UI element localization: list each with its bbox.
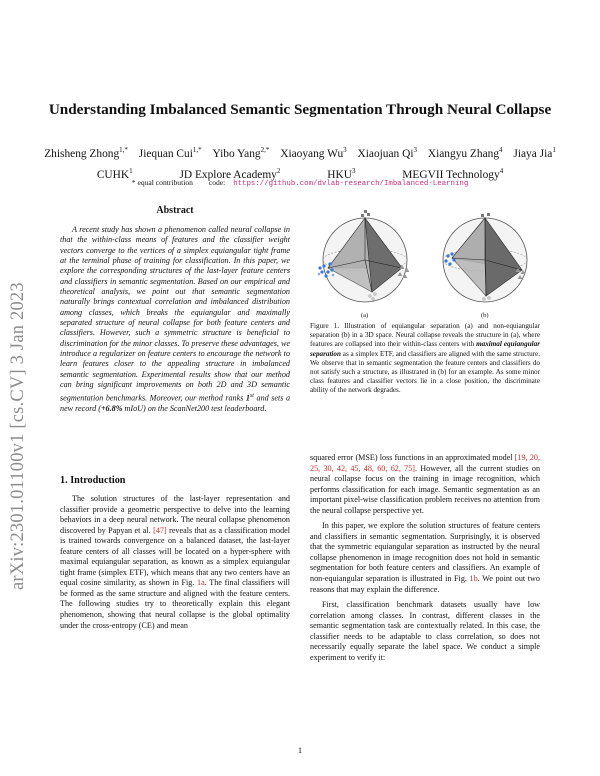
author: Zhisheng Zhong$^{1,*}$ [44,146,128,160]
affiliation: MEGVII Technology$^4$ [402,166,504,181]
author-list [0,142,600,163]
code-link[interactable]: https://github.com/dvlab-research/Imbalanced-Learning [233,180,469,188]
affiliation: CUHK$^1$ [96,166,133,181]
citation-link[interactable]: [47] [153,525,167,535]
sphere-diagram-a [310,208,420,312]
figure-label-b: (b) [481,312,489,319]
introduction-body: The solution structures of the last-layer representation and classifier provide a geometric perspective to delve into the learning behaviors in a deep neural network. The neural collapse phenomenon discovered by Papyan et al. [47] reveals that as a classification model is trained towards convergence on a balanced dataset, the last-layer feature centers of all classes will be located on a hyper-sphere with maximal equiangular separation, as known as a simplex equiangular tight frame (simplex ETF), which means that any two centers have an equal cosine similarity, as shown in Fig. 1a. The final classifiers will be formed as the same structure and aligned with the feature centers. The following studies try to theoretically explain this elegant phenomenon, showing that neural collapse is the global optimality under the cross-entropy (CE) and mean [60,494,290,630]
figure-caption: Figure 1. Illustration of equiangular separation (a) and non-equiangular separation (b) in a 3D space. Neural collapse reveals the structure in (a), where features are collapsed into their within-class centers with maximal equiangular separation as a simplex ETF, and classifiers are aligned with the same structure. We observe that in semantic segmentation the feature centers and classifiers do not satisfy such a structure, as illustrated in (b) for an example. As some minor class features and classifier vectors lie in a close position, the discriminate ability of the network degrades. [310,322,540,395]
author: Jiaya Jia$^1$ [513,146,556,160]
citation-link[interactable]: [19, 20, 25, 30, 42, 45, 48, 60, 62, 75] [310,453,540,473]
author: Xiaojuan Qi$^3$ [357,146,417,160]
author: Xiaoyang Wu$^3$ [280,146,347,160]
paragraph: In this paper, we explore the solution structures of feature centers and classifiers in semantic segmentation. Surprisingly, it is observed that the symmetric equiangular separation as instructed by the neural collapse phenomenon in image recognition does not hold in semantic segmentation for both feature centers and classifiers. An example of non-equiangular separation is illustrated in Fig. 1b. We point out two reasons that may explain the difference. [310,521,540,594]
introduction-heading: 1. Introduction [60,475,126,486]
paragraph: First, classification benchmark datasets usually have low correlation among classes. In contrast, different classes in the semantic segmentation task are contextually related. In this case, the classifier needs to be adaptable to class correlation, so does not necessarily equally separate the label space. We conduct a simple experiment to verify it: [310,600,540,662]
page-number: 1 [297,745,303,755]
figure-1 [310,208,540,328]
paper-title: Understanding Imbalanced Semantic Segmentation Through Neural Collapse [48,101,552,118]
author: Jiequan Cui$^{1,*}$ [138,146,202,160]
arxiv-stamp: arXiv:2301.01100v1 [cs.CV] 3 Jan 2023 [8,282,28,590]
affiliation: JD Explore Academy$^2$ [179,166,281,181]
affiliation: HKU$^3$ [327,166,356,181]
figure-label-a: (a) [361,312,369,319]
code-label: code: [208,178,226,187]
equal-contribution-note: * equal contribution [131,178,193,187]
right-column-body [310,453,540,668]
sphere-diagram-b [430,208,540,312]
figure-link[interactable]: 1b [469,574,478,584]
contribution-note [0,178,600,188]
abstract-body: A recent study has shown a phenomenon called neural collapse in that the within-class means of features and the classifier weight vectors converge to the vertices of a simplex equiangular tight frame at the terminal phase of training for classification. In this paper, we explore the corresponding structures of the last-layer feature centers and classifiers in semantic segmentation. Based on our empirical and theoretical analysis, we point out that semantic segmentation naturally brings contextual correlation and imbalanced distribution among classes, which breaks the equiangular and maximally separated structure of neural collapse for both feature centers and classifiers. However, such a symmetric structure is beneficial to discrimination for the minor classes. To preserve these advantages, we introduce a regularizer on feature centers to encourage the network to learn features closer to the appealing structure in imbalanced semantic segmentation. Experimental results show that our method can bring significant improvements on both 2D and 3D semantic segmentation benchmarks. Moreover, our method ranks 1st and sets a new record (+6.8% mIoU) on the ScanNet200 test leaderboard. [60,225,291,413]
figure-link[interactable]: 1a [197,578,205,588]
paragraph: squared error (MSE) loss functions in an approximated model [19, 20, 25, 30, 42, 45, 48, 60, 62, 75]. However, all the current studies on neural collapse focus on the training in image recognition, which performs classification for each image. Semantic segmentation as an important pixel-wise classification problem receives no attention from the neural collapse perspective yet. [310,453,541,515]
author: Yibo Yang$^{2,*}$ [212,146,270,160]
author: Xiangyu Zhang$^4$ [427,146,503,160]
abstract-heading: Abstract [156,205,194,216]
